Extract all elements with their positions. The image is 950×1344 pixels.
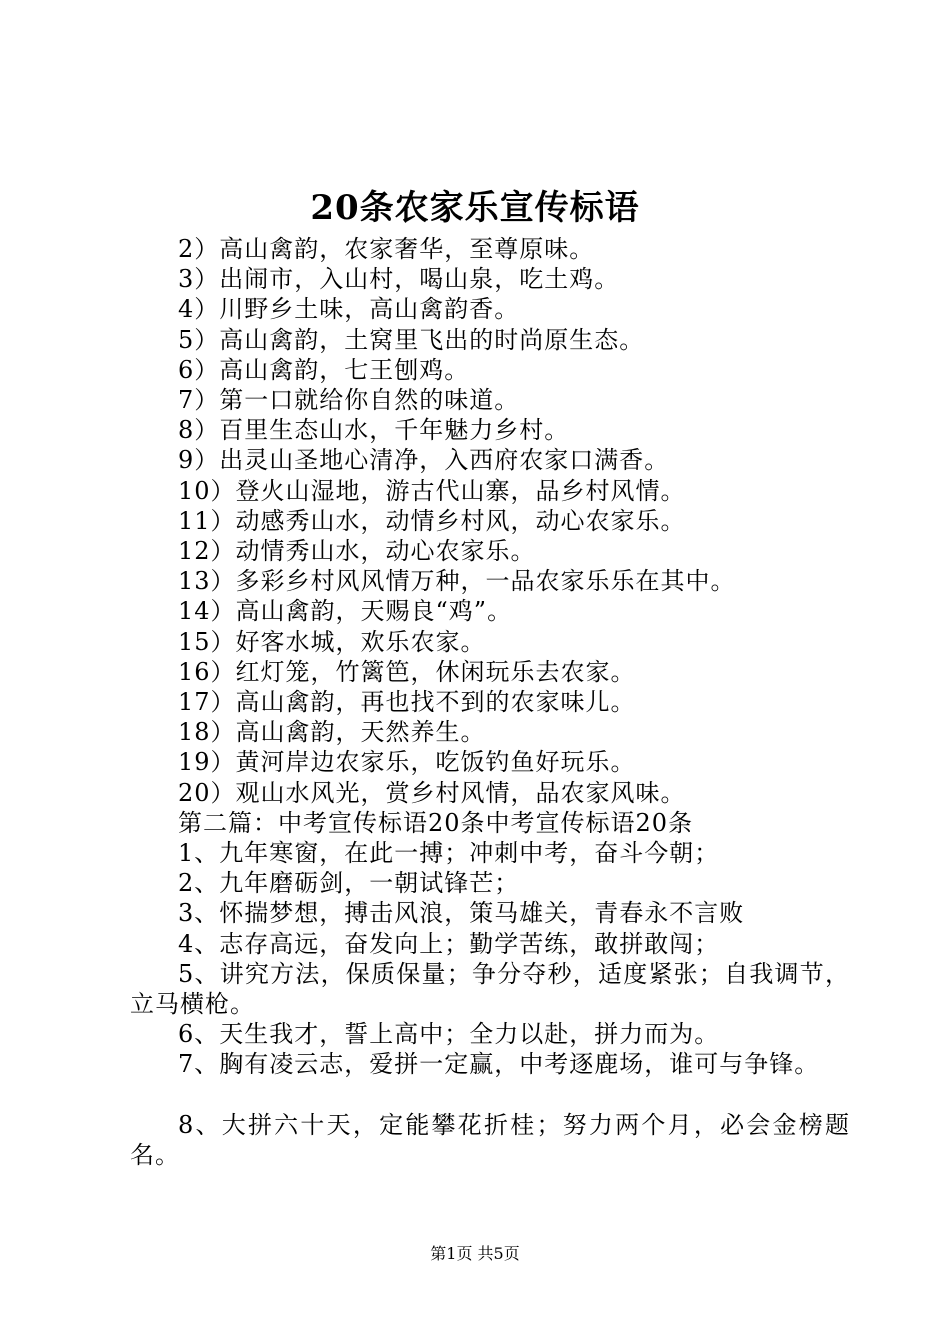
slogan-line: 2）高山禽韵，农家奢华，至尊原味。 (178, 235, 595, 263)
slogan-line: 18）高山禽韵，天然养生。 (178, 718, 486, 747)
slogan-line: 7）第一口就给你自然的味道。 (178, 386, 520, 415)
document-body (130, 234, 850, 1170)
slogan-line: 17）高山禽韵，再也找不到的农家味儿。 (178, 688, 636, 717)
slogan-line: 10）登火山湿地，游古代山寨，品乡村风情。 (178, 476, 686, 505)
slogan-line: 8、大拼六十天，定能攀花折桂；努力两个月，必会金榜题名。 (130, 1110, 850, 1170)
slogan-line: 19）黄河岸边农家乐，吃饭钓鱼好玩乐。 (178, 748, 636, 777)
slogan-line: 5）高山禽韵，土窝里飞出的时尚原生态。 (178, 325, 645, 354)
slogan-line: 12）动情秀山水，动心农家乐。 (178, 537, 536, 566)
document-title: 20条农家乐宣传标语 (310, 188, 640, 228)
slogan-line: 13）多彩乡村风风情万种，一品农家乐乐在其中。 (178, 567, 736, 596)
slogan-line: 7、胸有凌云志，爱拼一定赢，中考逐鹿场，谁可与争锋。 (178, 1050, 820, 1079)
slogan-line: 4）川野乡土味，高山禽韵香。 (178, 295, 520, 324)
page-footer: 第1页 共5页 (430, 1244, 520, 1263)
slogan-line: 14）高山禽韵，天赐良“鸡”。 (178, 597, 513, 626)
slogan-line: 5、讲究方法，保质保量；争分夺秒，适度紧张；自我调节，立马横枪。 (130, 959, 850, 1019)
slogan-line: 6）高山禽韵，七王刨鸡。 (178, 355, 470, 384)
slogan-line: 9）出灵山圣地心清净，入西府农家口满香。 (178, 446, 670, 475)
slogan-line: 8）百里生态山水，千年魅力乡村。 (178, 416, 570, 445)
slogan-line: 15）好客水城，欢乐农家。 (178, 627, 486, 656)
slogan-line: 16）红灯笼，竹篱笆，休闲玩乐去农家。 (178, 657, 636, 686)
slogan-line: 3）出闹市，入山村，喝山泉，吃土鸡。 (178, 265, 620, 294)
slogan-line: 3、怀揣梦想，搏击风浪，策马雄关，青春永不言败 (178, 899, 745, 928)
blank-line (130, 1080, 850, 1110)
slogan-line: 4、志存高远，奋发向上；勤学苦练，敢拼敢闯； (178, 929, 720, 958)
section-heading: 第二篇：中考宣传标语20条中考宣传标语20条 (178, 808, 694, 837)
slogan-line: 11）动感秀山水，动情乡村风，动心农家乐。 (178, 506, 686, 535)
slogan-line: 6、天生我才，誓上高中；全力以赴，拼力而为。 (178, 1020, 720, 1049)
slogan-line: 2、九年磨砺剑，一朝试锋芒； (178, 869, 520, 898)
slogan-line: 1、九年寒窗，在此一搏；冲刺中考，奋斗今朝； (178, 839, 720, 868)
slogan-line: 20）观山水风光，赏乡村风情，品农家风味。 (178, 778, 686, 807)
